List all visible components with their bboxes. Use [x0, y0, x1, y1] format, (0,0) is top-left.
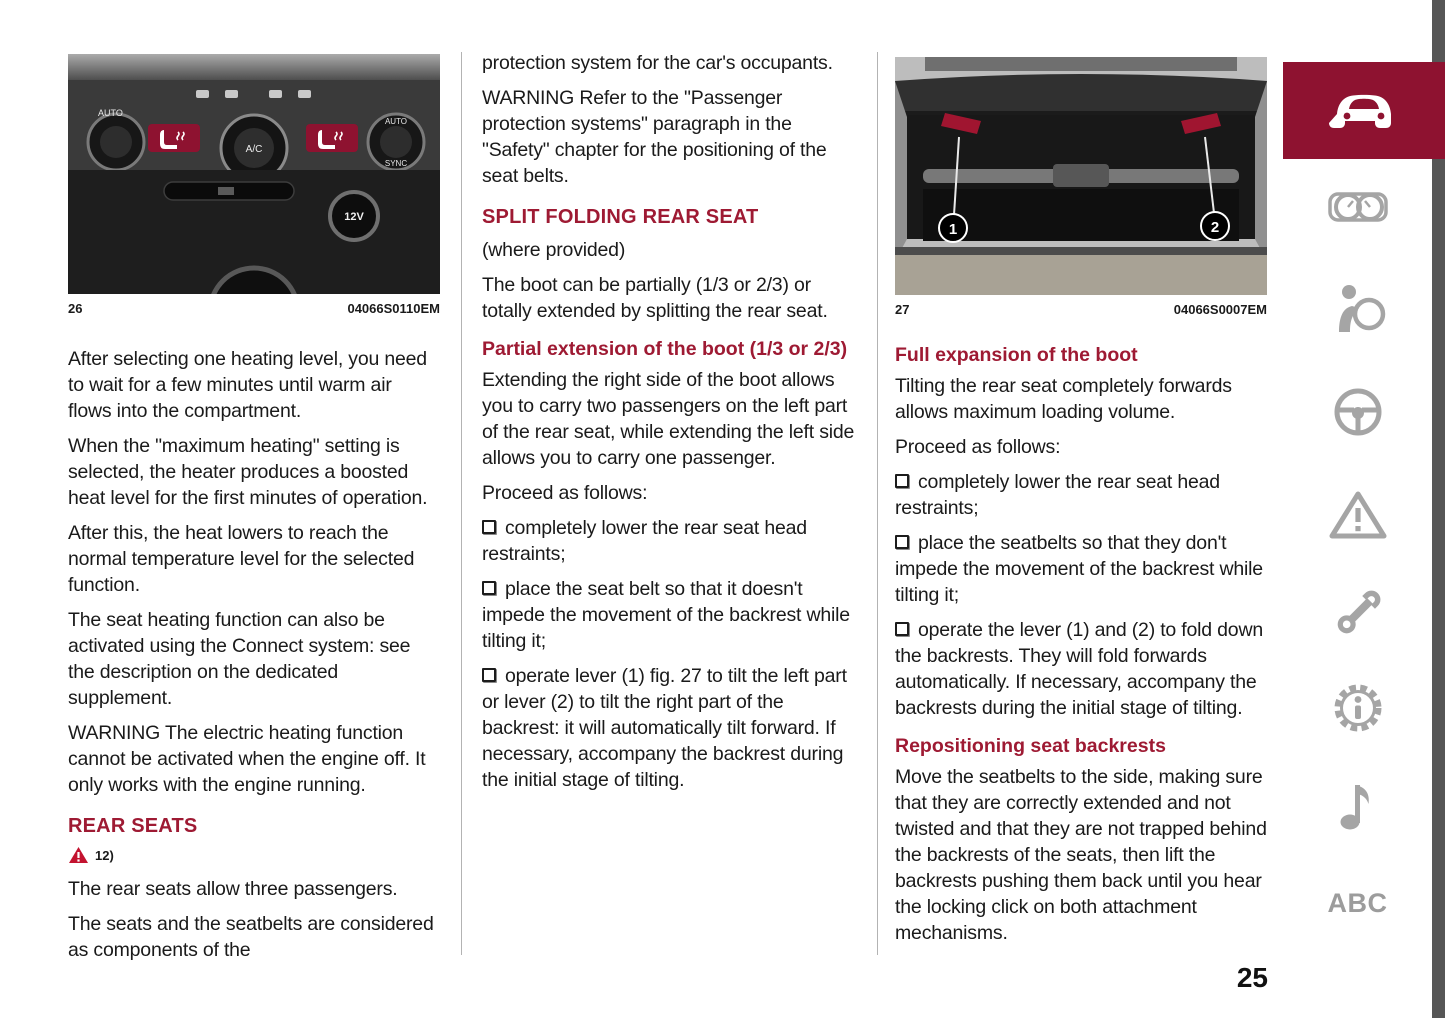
column-right: [895, 57, 1267, 955]
figure-climate-control-panel: [68, 54, 440, 316]
right-knob-label-top: AUTO: [384, 117, 408, 126]
sidebar-tab-multimedia[interactable]: [1283, 778, 1432, 832]
section-heading-rear-seats: REAR SEATS: [68, 815, 198, 837]
checkbox-bullet-icon: [482, 668, 496, 682]
paragraph: The rear seats allow three passengers.: [68, 878, 398, 900]
paragraph: Extending the right side of the boot allows you to carry two passengers on the left part of the rear seat, while extending the left side allows you to carry one passenger.: [482, 369, 855, 469]
checkbox-bullet-icon: [895, 622, 909, 636]
where-provided-note: (where provided): [482, 239, 626, 261]
car-section-icon: [1325, 88, 1403, 134]
multimedia-note-icon: [1336, 778, 1380, 832]
paragraph: Tilting the rear seat completely forwards allows maximum loading volume.: [895, 375, 1232, 423]
seat-heating-highlight-left: [148, 124, 200, 152]
paragraph: The seat heating function can also be activated using the Connect system: see the description on the dedicated supplement.: [68, 609, 411, 709]
bullet-item: [895, 469, 1267, 521]
bullet-item: [895, 617, 1267, 721]
bullet-item: [895, 530, 1267, 608]
sidebar-tab-dashboard[interactable]: [1283, 186, 1432, 228]
figure-code: 04066S0007EM: [1173, 302, 1267, 317]
sidebar-tab-starting-driving[interactable]: [1283, 386, 1432, 438]
bullet-item: [482, 576, 858, 654]
column-divider: [461, 52, 462, 955]
column-divider: [877, 52, 878, 955]
paragraph: After this, the heat lowers to reach the normal temperature level for the selected function.: [68, 522, 415, 596]
sidebar-tab-servicing[interactable]: [1283, 584, 1432, 642]
warning-triangle-icon: [68, 846, 89, 864]
paragraph: protection system for the car's occupants.: [482, 52, 833, 74]
subheading-repositioning: Repositioning seat backrests: [895, 735, 1166, 757]
subheading-full-expansion: Full expansion of the boot: [895, 344, 1138, 366]
steering-wheel-icon: [1332, 386, 1384, 438]
warning-triangle-icon: [1329, 490, 1387, 540]
callout-2: [1201, 212, 1229, 240]
tailgate-underside: [895, 74, 1267, 117]
bullet-item: [482, 663, 858, 793]
figure-caption: [895, 302, 1267, 317]
figure-caption: [68, 301, 440, 316]
section-heading-split-folding: SPLIT FOLDING REAR SEAT: [482, 206, 759, 228]
paragraph: WARNING Refer to the "Passenger protection systems" paragraph in the "Safety" chapter for the positioning of the seat belts.: [482, 87, 827, 187]
callout-1: [939, 214, 967, 242]
bullet-item: [482, 515, 858, 567]
page-number: 25: [1236, 962, 1268, 993]
active-chapter-tab[interactable]: [1283, 62, 1445, 159]
bullet-text: operate lever (1) fig. 27 to tilt the left part or lever (2) to tilt the right part of the backrest: it will automatically tilt forward. If necessary, accompany the backrest during the initial stage of tilting.: [482, 665, 847, 791]
technical-info-gear-icon: [1330, 680, 1386, 736]
chapter-sidebar: [1283, 0, 1445, 1018]
right-knob-label-bottom: SYNC: [384, 159, 408, 168]
sidebar-tab-technical-data[interactable]: [1283, 680, 1432, 736]
sidebar-tab-safety[interactable]: [1283, 283, 1432, 333]
figure-code: 04066S0110EM: [347, 301, 440, 316]
checkbox-bullet-icon: [895, 474, 909, 488]
left-knob-label: AUTO: [98, 108, 123, 118]
sidebar-tab-index[interactable]: ABC: [1327, 888, 1388, 918]
checkbox-bullet-icon: [482, 581, 496, 595]
paragraph: When the "maximum heating" setting is selected, the heater produces a boosted heat level for the first minutes of operation.: [68, 435, 428, 509]
subheading-partial-extension: Partial extension of the boot (1/3 or 2/3): [482, 338, 848, 360]
figure-boot-levers: [895, 57, 1267, 317]
paragraph: The boot can be partially (1/3 or 2/3) or totally extended by splitting the rear seat.: [482, 274, 828, 322]
paragraph: After selecting one heating level, you need to wait for a few minutes until warm air flows into the compartment.: [68, 348, 427, 422]
boot-floor: [895, 255, 1267, 295]
dashboard-instruments-icon: [1327, 186, 1389, 228]
paragraph: Proceed as follows:: [482, 482, 648, 504]
wrench-maintenance-icon: [1329, 584, 1387, 642]
warning-footnote-row: [68, 846, 440, 864]
bullet-text: place the seat belt so that it doesn't impede the movement of the backrest while tilting it;: [482, 578, 850, 652]
boot-photo: [895, 57, 1267, 295]
footnote-reference: 12): [95, 847, 114, 863]
checkbox-bullet-icon: [895, 535, 909, 549]
bullet-text: place the seatbelts so that they don't impede the movement of the backrest while tilting it;: [895, 532, 1263, 606]
column-middle: [482, 50, 858, 802]
paragraph: WARNING The electric heating function cannot be activated when the engine off. It only works with the engine running.: [68, 722, 426, 796]
sidebar-tab-emergency[interactable]: [1283, 490, 1432, 540]
callout-2-number: 2: [1210, 219, 1220, 236]
paragraph: Proceed as follows:: [895, 436, 1061, 458]
paragraph: Move the seatbelts to the side, making sure that they are correctly extended and not twisted and that they are not trapped behind the backrests of the seats, then lift the backrests pushing them back until you hear the locking click on both attachment mechanisms.: [895, 766, 1267, 944]
bullet-text: completely lower the rear seat head restraints;: [895, 471, 1220, 519]
ac-knob-label: A/C: [245, 144, 263, 155]
bullet-text: completely lower the rear seat head restraints;: [482, 517, 807, 565]
airbag-safety-icon: [1329, 283, 1387, 333]
figure-number: 27: [895, 302, 910, 317]
figure-number: 26: [68, 301, 83, 316]
callout-1-number: 1: [948, 221, 958, 238]
bullet-text: operate the lever (1) and (2) to fold down the backrests. They will fold forwards automatically. If necessary, accompany the backrests during the initial stage of tilting.: [895, 619, 1263, 719]
paragraph: The seats and the seatbelts are considered as components of the: [68, 913, 434, 961]
climate-panel-photo: [68, 54, 440, 294]
seat-heating-highlight-right: [306, 124, 358, 152]
column-left: [68, 54, 440, 972]
checkbox-bullet-icon: [482, 520, 496, 534]
socket-label: 12V: [344, 211, 364, 223]
rear-seat-backs: [923, 189, 1239, 241]
